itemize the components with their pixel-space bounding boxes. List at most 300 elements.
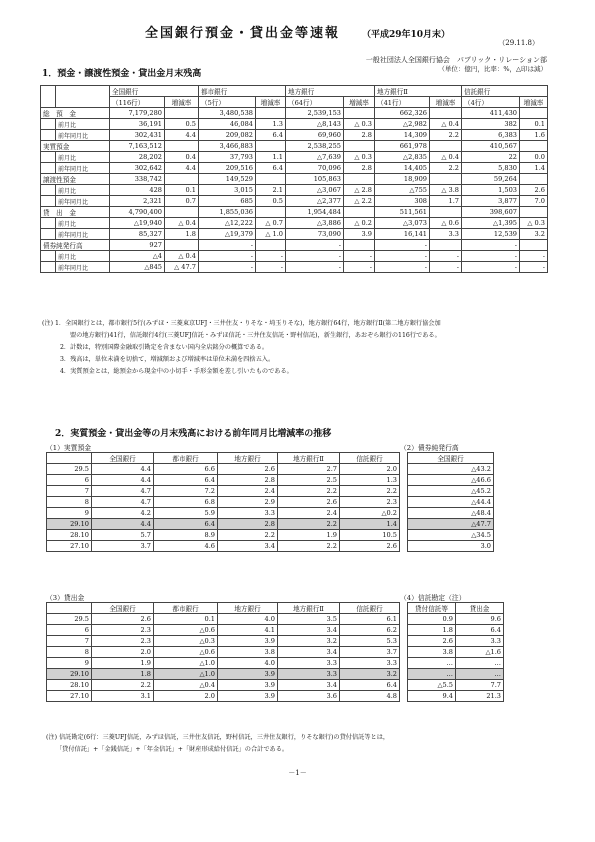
- table-cell: 地方銀行Ⅱ: [278, 603, 340, 614]
- table-row: [41, 152, 548, 163]
- table-cell: 3.9: [218, 636, 278, 647]
- table-cell: △45.2: [408, 486, 494, 497]
- table-cell: [41, 185, 56, 196]
- table-cell: [165, 108, 199, 119]
- table-cell: 2.3: [92, 625, 154, 636]
- table-cell: 3.9: [344, 229, 375, 240]
- table-cell: 59,264: [462, 174, 520, 185]
- table-cell: 4.8: [340, 691, 400, 702]
- table-cell: [41, 119, 56, 130]
- header-row: [47, 453, 494, 464]
- table-cell: 382: [462, 119, 520, 130]
- table-row: [47, 691, 504, 702]
- table-cell: 3.4: [218, 541, 278, 552]
- table-cell: [344, 240, 375, 251]
- table-cell: 増減率: [165, 97, 199, 108]
- table-cell: 3.7: [340, 647, 400, 658]
- table-cell: 7,163,512: [110, 141, 165, 152]
- table-cell: [41, 229, 56, 240]
- table-cell: 411,430: [462, 108, 520, 119]
- table-cell: △0.4: [154, 680, 218, 691]
- table-cell: 4.4: [165, 130, 199, 141]
- table-cell: 308: [375, 196, 430, 207]
- table-cell: 28.10: [47, 530, 92, 541]
- table-row: [47, 658, 504, 669]
- table-cell: 2.6: [408, 636, 456, 647]
- section2-title: 2．実質預金・貸出金等の月末残高における前年同月比増減率の推移: [55, 429, 332, 439]
- table-cell: 3.8: [408, 647, 456, 658]
- table-cell: 3.9: [218, 669, 278, 680]
- table-cell: 1.6: [520, 130, 548, 141]
- table-cell: △2,377: [286, 196, 344, 207]
- table-cell: △ 0.4: [430, 119, 462, 130]
- note-line: 「貸付信託」+「金銭信託」+「年金信託」+「財産形成給付信託」の合計である。: [56, 746, 289, 753]
- table-cell: -: [462, 240, 520, 251]
- table-cell: [56, 86, 110, 97]
- table-cell: 前年同月比: [56, 229, 110, 240]
- table-cell: △ 2.2: [344, 196, 375, 207]
- table-cell: 1.7: [430, 196, 462, 207]
- table-cell: 4.4: [92, 464, 154, 475]
- table-cell: [165, 141, 199, 152]
- table-cell: △2,835: [375, 152, 430, 163]
- table-cell: 209,082: [199, 130, 256, 141]
- table-cell: 5,830: [462, 163, 520, 174]
- report-date: （29.11.8）: [498, 39, 539, 47]
- table-cell: [41, 218, 56, 229]
- trust-subtitle: （4）信託勘定（注）: [400, 594, 466, 602]
- header-row: [47, 603, 504, 614]
- table-cell: [520, 174, 548, 185]
- table-cell: 4.0: [218, 658, 278, 669]
- table-cell: 2.1: [256, 185, 286, 196]
- table-row: [47, 508, 494, 519]
- table-cell: 3,015: [199, 185, 256, 196]
- table-cell: 6.2: [340, 625, 400, 636]
- table-cell: 3.7: [92, 541, 154, 552]
- table-cell: 3.6: [278, 691, 340, 702]
- table-cell: [256, 108, 286, 119]
- table-cell: 増減率: [344, 97, 375, 108]
- table-cell: 2.8: [218, 475, 278, 486]
- table-cell: 8.9: [154, 530, 218, 541]
- note-line: 3．残高は，単位未満を切捨て，増減額および増減率は単位未満を四捨五入。: [60, 356, 275, 363]
- table-cell: 2.2: [278, 486, 340, 497]
- table-cell: △19,940: [110, 218, 165, 229]
- table-cell: 3.0: [408, 541, 494, 552]
- loan-trend-table: [46, 602, 504, 702]
- table-cell: [344, 174, 375, 185]
- table-cell: 1.4: [340, 519, 400, 530]
- table-cell: 410,567: [462, 141, 520, 152]
- table-cell: 1.8: [92, 669, 154, 680]
- table-cell: 1.8: [408, 625, 456, 636]
- table-cell: [520, 108, 548, 119]
- table-cell: △12,222: [199, 218, 256, 229]
- table-cell: 信託銀行: [340, 453, 400, 464]
- table-cell: 2.3: [340, 497, 400, 508]
- table-cell: 2.2: [92, 680, 154, 691]
- table-cell: △ 0.4: [430, 152, 462, 163]
- table-cell: △47.7: [408, 519, 494, 530]
- table-cell: …: [456, 658, 504, 669]
- table-cell: 1,954,484: [286, 207, 344, 218]
- table-cell: 全国銀行: [92, 453, 154, 464]
- table-cell: 1.1: [256, 152, 286, 163]
- table-cell: 前年同月比: [56, 130, 110, 141]
- table-cell: -: [286, 251, 344, 262]
- table-row: [41, 251, 548, 262]
- table-cell: △4: [110, 251, 165, 262]
- table-cell: 7.2: [154, 486, 218, 497]
- table-cell: 1,855,036: [199, 207, 256, 218]
- table-row: [41, 207, 548, 218]
- table-row: [47, 669, 504, 680]
- table-cell: 0.1: [520, 119, 548, 130]
- table-cell: 1.3: [340, 475, 400, 486]
- table-row: [47, 475, 494, 486]
- table-cell: （64行）: [286, 97, 344, 108]
- table-cell: 2,538,255: [286, 141, 344, 152]
- table-cell: △44.4: [408, 497, 494, 508]
- table-cell: 3.4: [278, 647, 340, 658]
- table-cell: △845: [110, 262, 165, 273]
- table-cell: [520, 207, 548, 218]
- table-cell: 7.7: [456, 680, 504, 691]
- table-cell: 3.5: [278, 614, 340, 625]
- table-cell: [41, 86, 56, 97]
- table-cell: △ 0.2: [344, 218, 375, 229]
- table-cell: （4行）: [462, 97, 520, 108]
- table-cell: △0.6: [154, 647, 218, 658]
- table-cell: 5.9: [154, 508, 218, 519]
- table-cell: [400, 680, 408, 691]
- table-row: [47, 541, 494, 552]
- table-cell: 4.0: [218, 614, 278, 625]
- table-cell: 3.9: [218, 691, 278, 702]
- note-line: (注) 信託勘定(6行：三菱UFJ信託，みずほ信託，三井住友信託，野村信託，三井住友銀行，りそな銀行)の貸付信託等とは，: [46, 734, 390, 741]
- table-cell: [256, 174, 286, 185]
- table-cell: 7.0: [520, 196, 548, 207]
- table-cell: 22: [462, 152, 520, 163]
- table-cell: 2.4: [278, 508, 340, 519]
- table-cell: -: [375, 240, 430, 251]
- note-line: 2．計数は，特別国際金融取引勘定を含まない国内全店銘分の概算である。: [60, 344, 269, 351]
- table-cell: 69,960: [286, 130, 344, 141]
- table-cell: △ 0.4: [165, 251, 199, 262]
- table-cell: 27.10: [47, 541, 92, 552]
- table-cell: 全国銀行: [110, 86, 199, 97]
- table-cell: 6,383: [462, 130, 520, 141]
- table-cell: △755: [375, 185, 430, 196]
- table-cell: 0.1: [165, 185, 199, 196]
- table-cell: [400, 636, 408, 647]
- table-cell: 2.8: [344, 130, 375, 141]
- table-cell: 8: [47, 497, 92, 508]
- table-cell: 10.5: [340, 530, 400, 541]
- table-cell: 5.7: [92, 530, 154, 541]
- table-cell: [520, 141, 548, 152]
- table-cell: -: [199, 262, 256, 273]
- table-cell: …: [408, 658, 456, 669]
- table-cell: 増減率: [520, 97, 548, 108]
- table-cell: 6: [47, 475, 92, 486]
- unit-note: （単位：億円，比率：%，△印は減）: [438, 65, 547, 73]
- table-cell: [400, 625, 408, 636]
- table-cell: 9.4: [408, 691, 456, 702]
- table-cell: 149,529: [199, 174, 256, 185]
- table-cell: △ 0.4: [165, 218, 199, 229]
- table-cell: 29.10: [47, 519, 92, 530]
- table-row: [47, 530, 494, 541]
- table-row: [41, 262, 548, 273]
- table-cell: 4.7: [92, 486, 154, 497]
- table-cell: 73,090: [286, 229, 344, 240]
- table-cell: 105,863: [286, 174, 344, 185]
- table-cell: 2.2: [218, 530, 278, 541]
- table-cell: -: [256, 251, 286, 262]
- notes-section2: [46, 732, 566, 756]
- table-cell: 1.9: [92, 658, 154, 669]
- table-cell: 0.4: [165, 152, 199, 163]
- table-row: [41, 185, 548, 196]
- deposit-subtitle: （1）実質預金: [46, 444, 92, 452]
- table-cell: 譲渡性預金: [41, 174, 110, 185]
- table-cell: [400, 541, 408, 552]
- table-cell: 302,431: [110, 130, 165, 141]
- table-cell: 全国銀行: [92, 603, 154, 614]
- table-cell: 29.5: [47, 464, 92, 475]
- table-cell: 2.0: [154, 691, 218, 702]
- table-cell: 0.5: [256, 196, 286, 207]
- table-cell: 3.3: [430, 229, 462, 240]
- table-cell: △5.5: [408, 680, 456, 691]
- table-row: [47, 680, 504, 691]
- table-row: [41, 130, 548, 141]
- table-cell: 前月比: [56, 218, 110, 229]
- table-cell: △3,073: [375, 218, 430, 229]
- table-cell: [165, 240, 199, 251]
- table-cell: △7,639: [286, 152, 344, 163]
- deposit-trend-table: [46, 452, 494, 552]
- table-cell: △ 0.3: [344, 152, 375, 163]
- table-cell: 0.7: [165, 196, 199, 207]
- balance-table: [40, 85, 548, 273]
- table-cell: -: [462, 262, 520, 273]
- table-cell: △2,982: [375, 119, 430, 130]
- table-cell: [47, 453, 92, 464]
- table-cell: 増減率: [256, 97, 286, 108]
- table-row: [47, 519, 494, 530]
- table-cell: 2.2: [278, 541, 340, 552]
- table-cell: 6.4: [340, 680, 400, 691]
- section1-title: 1．預金・譲渡性預金・貸出金月末残高: [42, 69, 202, 79]
- table-cell: [344, 141, 375, 152]
- table-cell: [41, 196, 56, 207]
- table-cell: [430, 108, 462, 119]
- table-cell: 85,327: [110, 229, 165, 240]
- table-cell: -: [344, 251, 375, 262]
- table-cell: -: [286, 262, 344, 273]
- table-cell: （116行）: [110, 97, 165, 108]
- table-cell: 2.5: [278, 475, 340, 486]
- header-row: [41, 97, 548, 108]
- bond-subtitle: （2）債券純発行高: [400, 444, 459, 452]
- table-cell: 2.4: [218, 486, 278, 497]
- table-cell: △0.3: [154, 636, 218, 647]
- table-cell: 16,141: [375, 229, 430, 240]
- table-cell: 70,096: [286, 163, 344, 174]
- table-cell: 総 預 金: [41, 108, 110, 119]
- table-cell: 全国銀行: [408, 453, 494, 464]
- table-cell: [400, 647, 408, 658]
- table-cell: 4.7: [92, 497, 154, 508]
- table-cell: 前月比: [56, 251, 110, 262]
- table-cell: [400, 475, 408, 486]
- table-cell: 都市銀行: [154, 603, 218, 614]
- table-cell: △ 0.3: [344, 119, 375, 130]
- table-cell: [400, 669, 408, 680]
- table-cell: [344, 108, 375, 119]
- table-cell: 685: [199, 196, 256, 207]
- table-cell: 増減率: [430, 97, 462, 108]
- table-cell: 信託銀行: [340, 603, 400, 614]
- organization: 一般社団法人全国銀行協会 パブリック・リレーション部: [365, 56, 547, 64]
- table-cell: 0.0: [520, 152, 548, 163]
- note-line: 4．実質預金とは，総預金から現金中の小切手・手形金額を差し引いたものである。: [60, 368, 293, 375]
- table-cell: [41, 262, 56, 273]
- table-cell: △0.2: [340, 508, 400, 519]
- table-cell: 2.6: [92, 614, 154, 625]
- table-cell: 3.3: [278, 658, 340, 669]
- table-cell: △ 2.8: [344, 185, 375, 196]
- table-cell: [256, 207, 286, 218]
- table-cell: 前年同月比: [56, 262, 110, 273]
- table-cell: 5.3: [340, 636, 400, 647]
- table-cell: 2.9: [218, 497, 278, 508]
- table-cell: 4.6: [154, 541, 218, 552]
- table-cell: 46,084: [199, 119, 256, 130]
- table-cell: △1.0: [154, 669, 218, 680]
- table-cell: 2.6: [520, 185, 548, 196]
- table-cell: [430, 207, 462, 218]
- table-row: [41, 229, 548, 240]
- table-cell: [256, 240, 286, 251]
- table-row: [41, 196, 548, 207]
- table-cell: [344, 207, 375, 218]
- table-cell: 12,539: [462, 229, 520, 240]
- table-cell: 7,179,280: [110, 108, 165, 119]
- table-cell: 地方銀行: [218, 603, 278, 614]
- header-row: [41, 86, 548, 97]
- table-cell: 302,642: [110, 163, 165, 174]
- table-cell: 28.10: [47, 680, 92, 691]
- table-cell: [520, 240, 548, 251]
- table-cell: 1.4: [520, 163, 548, 174]
- table-row: [47, 647, 504, 658]
- table-cell: 3.8: [218, 647, 278, 658]
- table-cell: （5行）: [199, 97, 256, 108]
- table-cell: 511,561: [375, 207, 430, 218]
- table-cell: [41, 152, 56, 163]
- table-cell: [47, 603, 92, 614]
- table-cell: △8,143: [286, 119, 344, 130]
- table-cell: 6.1: [340, 614, 400, 625]
- table-cell: -: [430, 251, 462, 262]
- table-cell: 2.6: [218, 464, 278, 475]
- table-cell: 661,978: [375, 141, 430, 152]
- table-cell: -: [375, 262, 430, 273]
- table-cell: 4.1: [218, 625, 278, 636]
- table-cell: 29.5: [47, 614, 92, 625]
- table-cell: 前年同月比: [56, 196, 110, 207]
- table-cell: [400, 519, 408, 530]
- table-cell: 2,539,153: [286, 108, 344, 119]
- table-cell: …: [456, 669, 504, 680]
- table-cell: -: [286, 240, 344, 251]
- table-cell: 3,480,538: [199, 108, 256, 119]
- table-cell: [165, 207, 199, 218]
- table-cell: 3.2: [340, 669, 400, 680]
- table-cell: 前月比: [56, 119, 110, 130]
- table-cell: 地方銀行Ⅱ: [278, 453, 340, 464]
- page-number: －1－: [288, 769, 307, 777]
- table-cell: 0.5: [165, 119, 199, 130]
- table-cell: 3,466,883: [199, 141, 256, 152]
- table-cell: 3.4: [278, 625, 340, 636]
- table-cell: 428: [110, 185, 165, 196]
- table-row: [47, 625, 504, 636]
- table-cell: 338,742: [110, 174, 165, 185]
- table-cell: 3.1: [92, 691, 154, 702]
- table-cell: 貸出金: [456, 603, 504, 614]
- table-cell: 21.3: [456, 691, 504, 702]
- table-cell: 9: [47, 508, 92, 519]
- table-cell: 2.3: [92, 636, 154, 647]
- table-cell: 18,909: [375, 174, 430, 185]
- table-cell: 2.0: [340, 464, 400, 475]
- table-cell: 債券純発行高: [41, 240, 110, 251]
- table-cell: △0.6: [154, 625, 218, 636]
- table-cell: （41行）: [375, 97, 430, 108]
- table-cell: △19,379: [199, 229, 256, 240]
- table-cell: [41, 251, 56, 262]
- table-cell: 6.4: [154, 475, 218, 486]
- table-cell: 2.2: [278, 519, 340, 530]
- table-row: [41, 240, 548, 251]
- table-cell: 信託銀行: [462, 86, 548, 97]
- table-row: [41, 119, 548, 130]
- table-cell: [400, 658, 408, 669]
- note-line: (注) 1．全国銀行とは，都市銀行5行(みずほ・三菱東京UFJ・三井住友・りそな・埼玉りそな)，地方銀行64行，地方銀行Ⅱ(第二地方銀行協会加: [42, 320, 441, 327]
- table-cell: [41, 163, 56, 174]
- table-cell: 6.6: [154, 464, 218, 475]
- table-row: [47, 464, 494, 475]
- table-cell: △ 47.7: [165, 262, 199, 273]
- table-cell: 前月比: [56, 185, 110, 196]
- table-row: [41, 141, 548, 152]
- table-cell: △46.6: [408, 475, 494, 486]
- table-cell: 3.3: [456, 636, 504, 647]
- table-cell: 6.4: [256, 163, 286, 174]
- table-cell: [165, 174, 199, 185]
- table-cell: 貸付信託等: [408, 603, 456, 614]
- table-cell: 9: [47, 658, 92, 669]
- table-cell: 地方銀行: [218, 453, 278, 464]
- table-cell: 4.4: [165, 163, 199, 174]
- table-cell: 1,503: [462, 185, 520, 196]
- table-row: [47, 614, 504, 625]
